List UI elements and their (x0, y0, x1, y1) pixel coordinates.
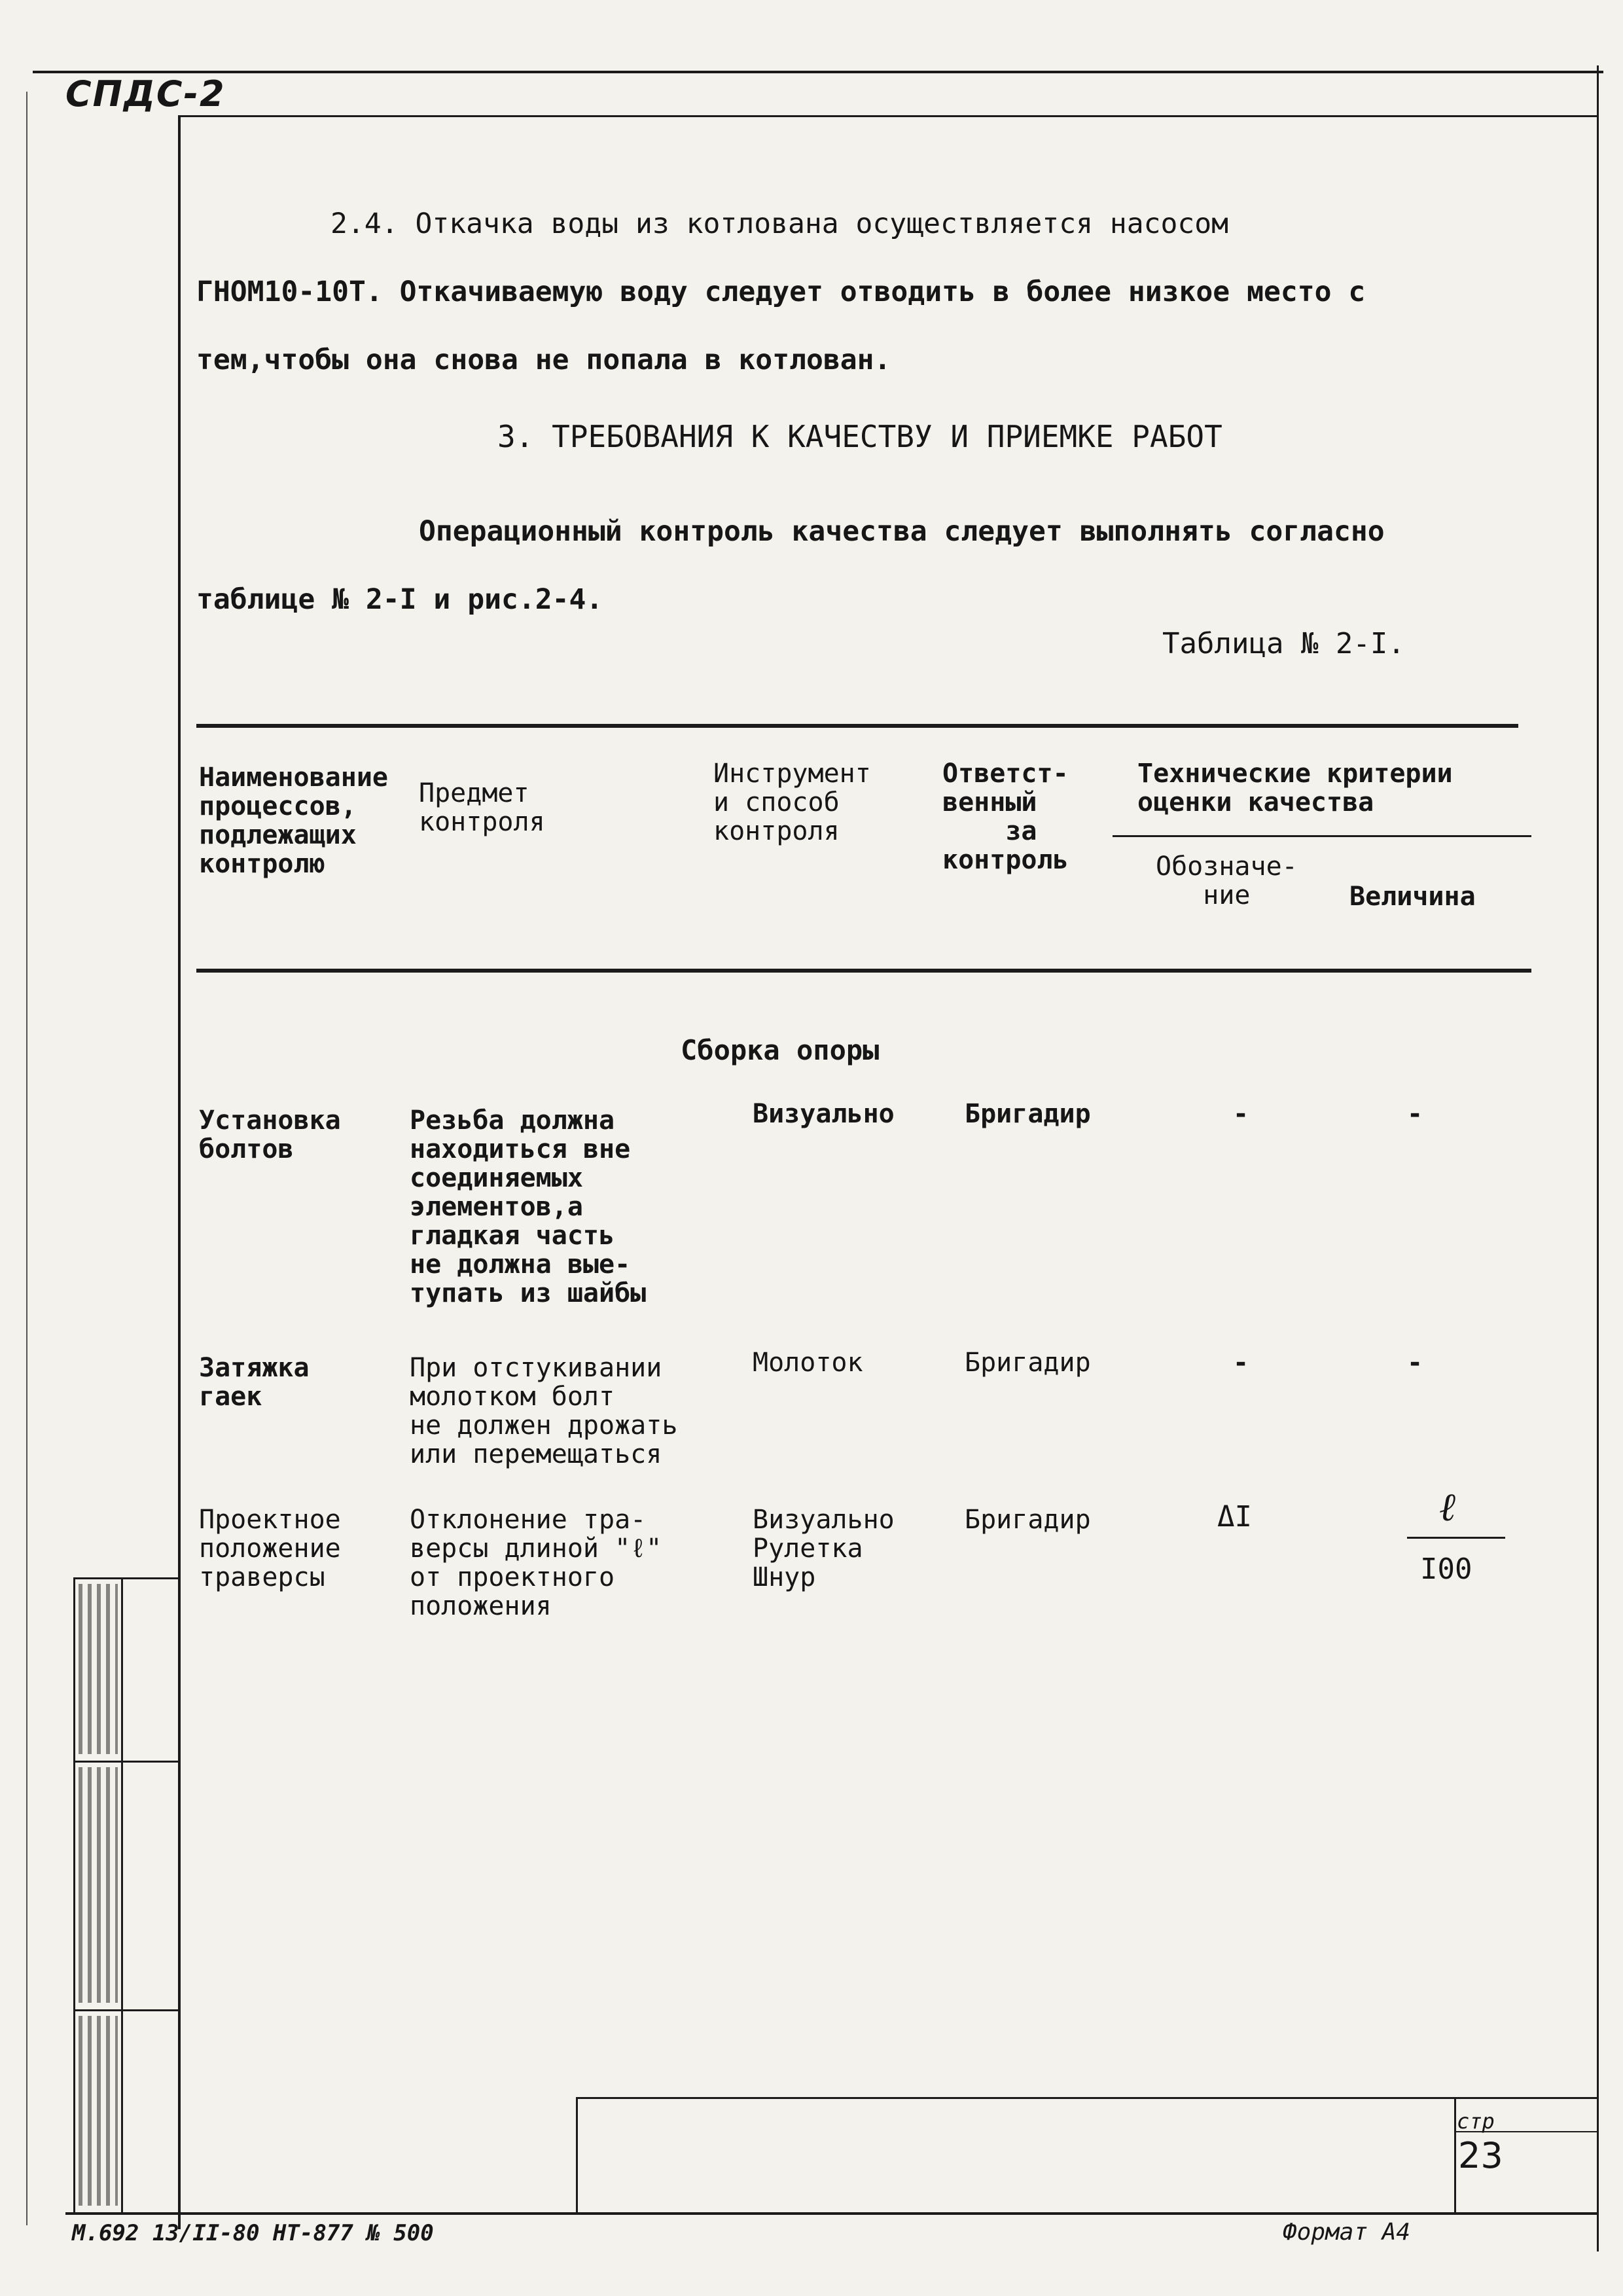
row-2-value: - (1407, 1348, 1423, 1378)
row-2-tool: Молоток (753, 1348, 863, 1378)
frame-bottom-line (65, 2212, 1597, 2215)
binding-strip-left (73, 1577, 75, 2212)
archive-code: М.692 13/II-80 НТ-877 № 500 (72, 2220, 434, 2246)
header-value: Величина (1349, 882, 1476, 912)
header-process: Наименование процессов, подлежащих контролю (199, 762, 388, 879)
header-quality-criteria: Технические критерии оценки качества (1137, 759, 1453, 817)
header-subject: Предмет контроля (419, 778, 545, 837)
header-tool: Инструмент и способ контроля (713, 759, 871, 846)
row-3-designation: ΔI (1217, 1500, 1252, 1534)
section-3-heading: 3. ТРЕБОВАНИЯ К КАЧЕСТВУ И ПРИЕМКЕ РАБОТ (497, 419, 1222, 454)
title-block-page-cell-rule (1454, 2097, 1456, 2212)
row-1-tool: Визуально (753, 1099, 895, 1129)
frame-right-line (1597, 65, 1599, 2251)
row-3-value-fraction-bar (1407, 1537, 1505, 1539)
table-header-bottom-rule (196, 969, 1531, 973)
header-designation: Обозначе- ние (1156, 852, 1298, 910)
binding-strip-right (121, 1577, 123, 2212)
row-1-value: - (1407, 1099, 1423, 1129)
header-responsible: Ответст- венный за контроль (942, 759, 1069, 875)
row-3-value-denominator: I00 (1420, 1552, 1472, 1586)
row-1-subject: Резьба должна находиться вне соединяемых элементов,а гладкая часть не должна вые- тупать из шайбы (410, 1105, 647, 1308)
row-1-designation: - (1233, 1099, 1249, 1129)
binding-strip-divider-1 (73, 1577, 178, 1579)
row-2-subject: При отстукивании молотком болт не должен дрожать или перемещаться (410, 1353, 678, 1469)
frame-outer-left-line (26, 92, 27, 2225)
binding-strip-stamp-3 (79, 2016, 118, 2206)
section-3-line-1: Операционный контроль качества следует выполнять согласно (419, 515, 1385, 548)
frame-top-line (33, 71, 1603, 73)
table-section-label: Сборка опоры (681, 1034, 880, 1066)
table-top-rule (196, 724, 1518, 728)
title-block-left-rule (576, 2097, 578, 2212)
table-title: Таблица № 2-I. (1162, 627, 1405, 660)
binding-strip-stamp-2 (79, 1767, 118, 2003)
table-header-sub-rule (1113, 835, 1531, 837)
format-label: Формат А4 (1283, 2219, 1411, 2246)
paragraph-2-4-line-2: ГНОМ10-10Т. Откачиваемую воду следует отводить в более низкое место с (196, 276, 1366, 308)
row-2-responsible: Бригадир (965, 1348, 1091, 1378)
frame-inner-top-line (178, 115, 1597, 117)
row-3-tool: Визуально Рулетка Шнур (753, 1505, 895, 1592)
frame-left-inner-line (178, 115, 181, 2229)
row-3-subject: Отклонение тра- версы длиной "ℓ" от проектного положения (410, 1505, 662, 1621)
paragraph-2-4-line-1: 2.4. Откачка воды из котлована осуществляется насосом (330, 207, 1229, 240)
document-code: СПДС-2 (65, 73, 226, 115)
paragraph-2-4-line-3: тем,чтобы она снова не попала в котлован. (196, 344, 891, 376)
page-number-label: стр (1457, 2109, 1495, 2134)
page-number: 23 (1458, 2135, 1503, 2176)
row-1-process: Установка болтов (199, 1105, 341, 1164)
binding-strip-divider-2 (73, 1761, 178, 1763)
section-3-line-2: таблице № 2-I и рис.2-4. (196, 583, 603, 616)
row-2-designation: - (1233, 1348, 1249, 1378)
row-3-value-numerator: ℓ (1440, 1484, 1457, 1530)
row-2-process: Затяжка гаек (199, 1353, 310, 1412)
row-3-process: Проектное положение траверсы (199, 1505, 341, 1592)
row-3-responsible: Бригадир (965, 1505, 1091, 1535)
binding-strip-stamp-1 (79, 1584, 118, 1754)
binding-strip-divider-3 (73, 2009, 178, 2011)
row-1-responsible: Бригадир (965, 1099, 1091, 1129)
title-block-top-rule (576, 2097, 1597, 2099)
